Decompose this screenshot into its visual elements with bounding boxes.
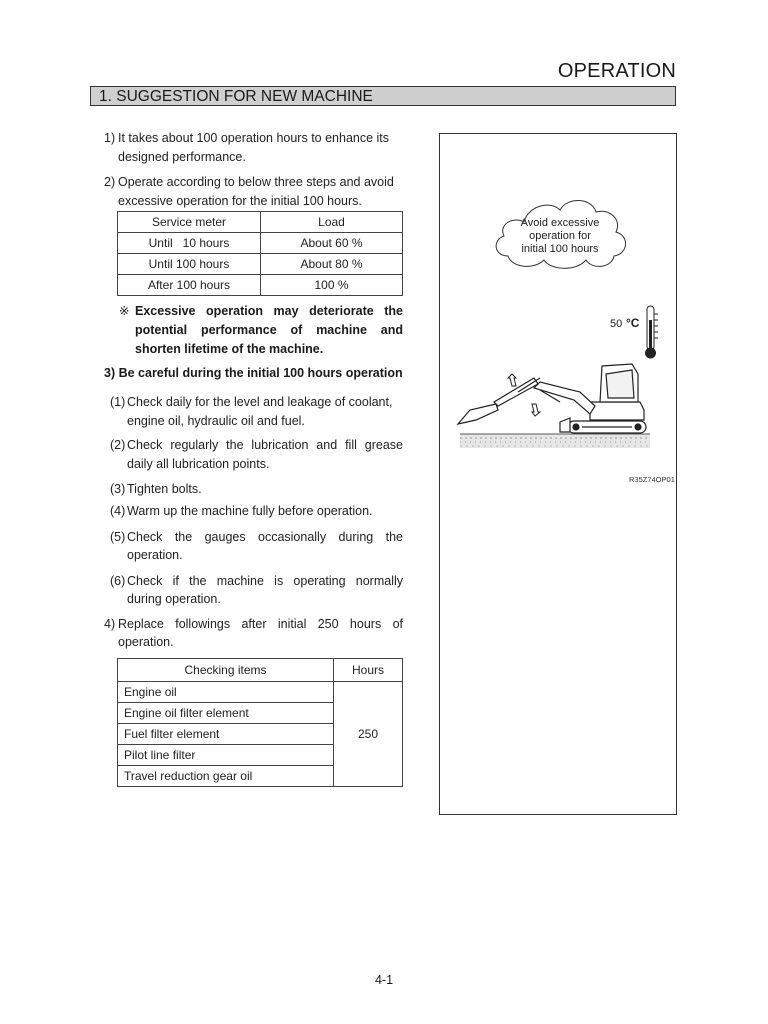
item-2-line2: excessive operation for the initial 100 hours. [118,194,362,208]
warning-mark: ※ [119,304,130,318]
sub-item-1-number: (1) [110,395,126,409]
item-4-line2: operation. [118,635,174,649]
load-table-cell: After 100 hours [118,275,261,296]
load-table [117,211,403,296]
sub-item-2-number: (2) [110,438,126,452]
cloud-text-1: Avoid excessive [520,217,600,229]
section-title: 1. SUGGESTION FOR NEW MACHINE [99,88,373,105]
item-1-line1: It takes about 100 operation hours to enhance its [118,131,390,145]
cloud-text-3: initial 100 hours [521,243,599,255]
thermometer-icon [645,306,658,359]
item-4-line1: Replace followings after initial 250 hours of [118,617,403,631]
checking-item: Pilot line filter [118,745,334,766]
item-4-number: 4) [104,617,116,631]
checking-item: Engine oil filter element [118,703,334,724]
load-table-cell: About 80 % [261,254,403,275]
cloud-text-2: operation for [529,230,591,242]
excavator-illustration [440,134,676,814]
item-2-number: 2) [104,175,116,189]
sub-item-2-line2: daily all lubrication points. [127,457,270,471]
section-title-bar [90,86,676,106]
page-header-title: OPERATION [557,60,676,82]
load-table-header-load: Load [261,212,403,233]
load-table-row [118,254,403,275]
sub-item-4-number: (4) [110,504,126,518]
sub-item-5-line1: Check the gauges occasionally during the [127,530,403,544]
sub-item-1-line1: Check daily for the level and leakage of coolant, [127,395,393,409]
load-table-cell: About 60 % [261,233,403,254]
sub-item-1-line2: engine oil, hydraulic oil and fuel. [127,414,305,428]
temperature-unit: °C [626,316,640,330]
checking-item: Engine oil [118,682,334,703]
load-table-row [118,233,403,254]
warning-line2: potential performance of machine and [135,323,403,337]
sub-item-5-number: (5) [110,530,126,544]
excavator-machine [458,364,646,433]
sub-item-2-line1: Check regularly the lubrication and fill grease [127,438,403,452]
load-table-row [118,275,403,296]
page-number: 4-1 [374,973,394,987]
item-1-number: 1) [104,131,116,145]
sub-item-5-line2: operation. [127,548,183,562]
item-3-heading: 3) Be careful during the initial 100 hours operation [104,366,403,380]
sub-item-3-number: (3) [110,482,126,496]
checking-table [117,658,403,787]
checking-item: Fuel filter element [118,724,334,745]
load-table-cell: 100 % [261,275,403,296]
sub-item-6-line2: during operation. [127,592,221,606]
temperature-value: 50 [610,318,623,330]
warning-line1: Excessive operation may deteriorate the [135,304,403,318]
figure-box [439,133,677,815]
checking-table-header-hours: Hours [334,659,403,682]
sub-item-6-line1: Check if the machine is operating normally [127,574,403,588]
sub-item-6-number: (6) [110,574,126,588]
checking-table-row [118,682,403,703]
figure-caption: R35Z74OP01 [629,475,675,484]
load-table-header-row [118,212,403,233]
warning-line3: shorten lifetime of the machine. [135,342,324,356]
sub-item-4-line1: Warm up the machine fully before operation. [127,504,373,518]
checking-hours-value: 250 [334,682,403,787]
checking-table-header-row [118,659,403,682]
checking-item: Travel reduction gear oil [118,766,334,787]
sub-item-3-line1: Tighten bolts. [127,482,202,496]
checking-table-header-items: Checking items [118,659,334,682]
load-table-header-service-meter: Service meter [118,212,261,233]
ground-pattern [460,434,650,448]
item-1-line2: designed performance. [118,150,246,164]
item-2-line1: Operate according to below three steps and avoid [118,175,394,189]
load-table-cell: Until 100 hours [118,254,261,275]
load-table-cell: Until 10 hours [118,233,261,254]
